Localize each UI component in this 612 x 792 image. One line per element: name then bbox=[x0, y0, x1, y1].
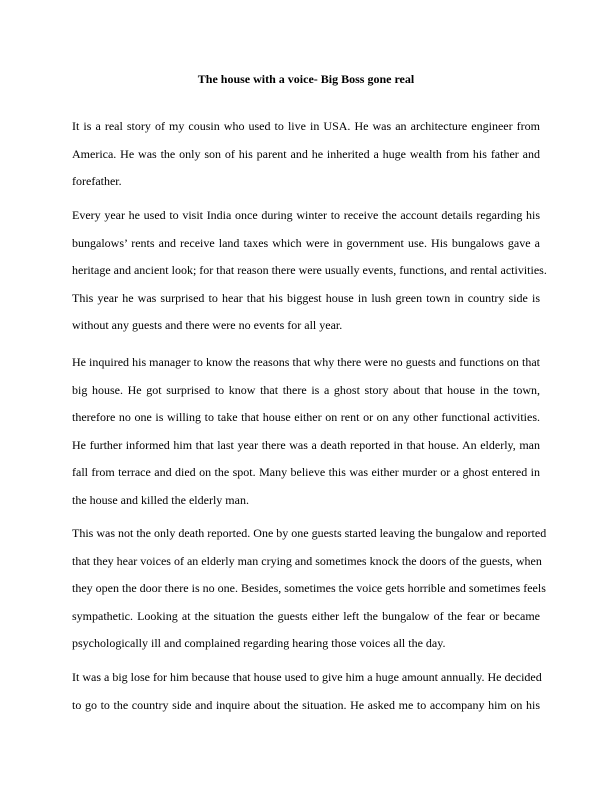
text-line: sympathetic. Looking at the situation the guests either left the bungalow of the fear or became bbox=[72, 608, 540, 623]
text-line: bungalows’ rents and receive land taxes which were in government use. His bungalows gave a bbox=[72, 235, 540, 250]
text-line: He further informed him that last year there was a death reported in that house. An elderly, man bbox=[72, 437, 540, 452]
text-line: therefore no one is willing to take that house either on rent or on any other functional activities. bbox=[72, 410, 540, 424]
paragraph-3 bbox=[72, 353, 540, 518]
text-line: psychologically ill and complained regarding hearing those voices all the day. bbox=[72, 636, 446, 650]
text-line: to go to the country side and inquire about the situation. He asked me to accompany him on his bbox=[72, 697, 540, 712]
text-line: America. He was the only son of his parent and he inherited a huge wealth from his father and bbox=[72, 146, 540, 161]
text-line: that they hear voices of an elderly man crying and sometimes knock the doors of the guests, when bbox=[72, 553, 542, 568]
paragraph-5 bbox=[72, 668, 540, 723]
text-line: forefather. bbox=[72, 174, 122, 188]
text-line: He inquired his manager to know the reasons that why there were no guests and functions on that bbox=[72, 355, 540, 369]
text-line: they open the door there is no one. Besides, sometimes the voice gets horrible and sometimes feels bbox=[72, 581, 546, 595]
text-line: big house. He got surprised to know that there is a ghost story about that house in the town, bbox=[72, 382, 540, 397]
paragraph-4 bbox=[72, 524, 547, 662]
document-title: The house with a voice- Big Boss gone real bbox=[197, 72, 415, 86]
text-line: It is a real story of my cousin who used to live in USA. He was an architecture engineer from bbox=[72, 119, 540, 133]
text-line: the house and killed the elderly man. bbox=[72, 492, 249, 507]
paragraph-1 bbox=[72, 117, 540, 200]
text-line: Every year he used to visit India once during winter to receive the account details regarding his bbox=[72, 208, 540, 222]
text-line: This year he was surprised to hear that his biggest house in lush green town in country side is bbox=[72, 290, 540, 305]
text-line: fall from terrace and died on the spot. Many believe this was either murder or a ghost entered in bbox=[72, 465, 540, 479]
text-line: heritage and ancient look; for that reason there were usually events, functions, and rental activities. bbox=[72, 263, 547, 277]
paragraph-2 bbox=[72, 206, 547, 344]
text-line: It was a big lose for him because that house used to give him a huge amount annually. He decided bbox=[72, 670, 542, 684]
text-line: without any guests and there were no events for all year. bbox=[72, 318, 343, 332]
text-line: This was not the only death reported. One by one guests started leaving the bungalow and reported bbox=[72, 526, 547, 540]
